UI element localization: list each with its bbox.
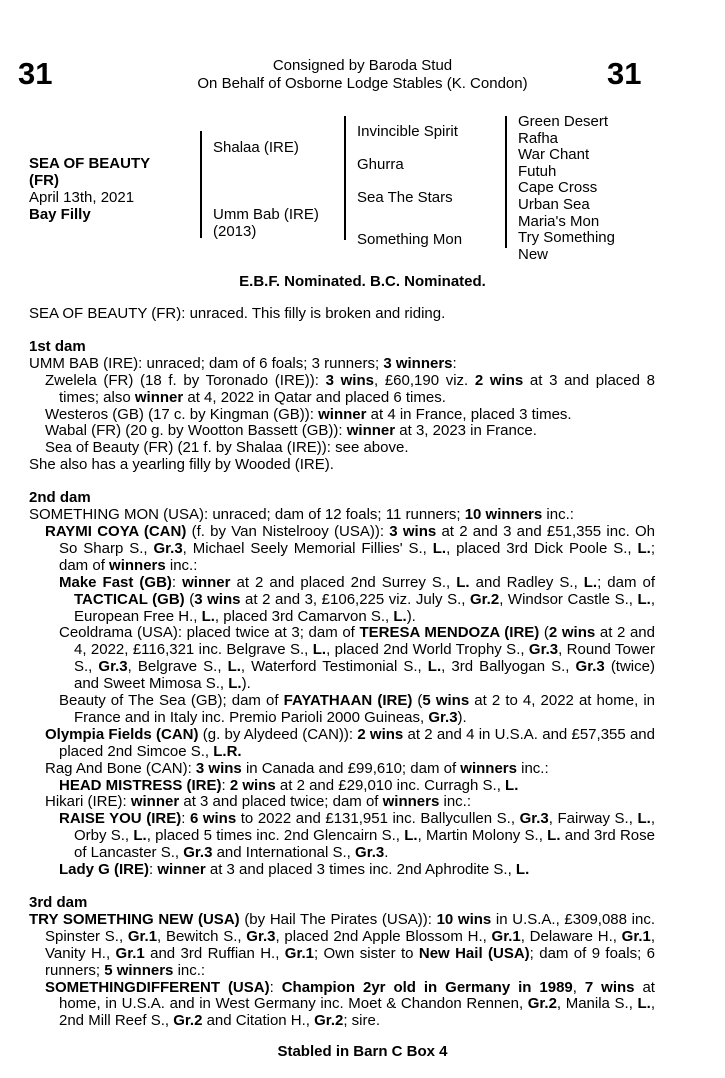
- pedigree-gen3-item: Try Something: [518, 229, 615, 247]
- produce-entry: HEAD MISTRESS (IRE): 2 wins at 2 and £29,010 inc. Curragh S., L.: [59, 776, 519, 794]
- pedigree-gen3-item: Urban Sea: [518, 195, 590, 213]
- pedigree-dam-name: Umm Bab (IRE): [213, 206, 319, 223]
- pedigree-gen3-item: Green Desert: [518, 113, 609, 130]
- dam-paragraph: SOMETHING MON (USA): unraced; dam of 12 foals; 11 runners; 10 winners inc.:: [29, 506, 574, 524]
- consignor-block: [140, 57, 585, 93]
- horse-name: SEA OF BEAUTY: [29, 155, 151, 172]
- pedigree-gen3-item: Futuh: [518, 162, 557, 180]
- horse-country: (FR): [29, 172, 59, 189]
- pedigree-sire-sire: Invincible Spirit: [357, 123, 458, 140]
- pedigree-bracket-1: [200, 131, 202, 238]
- produce-entry: Rag And Bone (CAN): 3 wins in Canada and £99,610; dam of winners inc.:: [45, 759, 549, 777]
- produce-entry: RAISE YOU (IRE): 6 wins to 2022 and £131,951 inc. Ballycullen S., Gr.3, Fairway S., L., Orby S., L., placed 5 times inc. 2nd Glencairn S., L., Martin Molony S., L. and 3rd Rose of Lancaster S., Gr.3 and International S., Gr.3.: [59, 810, 655, 862]
- pedigree-gen3: [518, 114, 615, 263]
- pedigree-bracket-3: [505, 116, 507, 248]
- pedigree-sire-dam: Ghurra: [357, 156, 404, 173]
- intro-text: SEA OF BEAUTY (FR): unraced. This filly is broken and riding.: [29, 305, 446, 322]
- dam-paragraph: UMM BAB (IRE): unraced; dam of 6 foals; 3 runners; 3 winners:: [29, 354, 457, 372]
- footer-stabling: Stabled in Barn C Box 4: [277, 1043, 448, 1060]
- produce-entry: Wabal (FR) (20 g. by Wootton Bassett (GB)): winner at 3, 2023 in France.: [45, 422, 537, 440]
- horse-foaled: April 13th, 2021: [29, 189, 135, 206]
- produce-entry: Westeros (GB) (17 c. by Kingman (GB)): winner at 4 in France, placed 3 times.: [45, 405, 572, 423]
- produce-entry: Olympia Fields (CAN) (g. by Alydeed (CAN)): 2 wins at 2 and 4 in U.S.A. and £57,355 and placed 2nd Simcoe S., L.R.: [45, 725, 655, 760]
- produce-entry: Zwelela (FR) (18 f. by Toronado (IRE)): 3 wins, £60,190 viz. 2 wins at 3 and placed 8 times; also winner at 4, 2022 in Qatar and placed 6 times.: [45, 371, 655, 406]
- pedigree-dam-year: (2013): [213, 223, 257, 240]
- produce-entry: Sea of Beauty (FR) (21 f. by Shalaa (IRE)): see above.: [45, 439, 409, 457]
- nominations: E.B.F. Nominated. B.C. Nominated.: [239, 273, 486, 290]
- pedigree-gen3-item: Cape Cross: [518, 179, 598, 197]
- produce-entry: Beauty of The Sea (GB); dam of FAYATHAAN (IRE) (5 wins at 2 to 4, 2022 at home, in France and in Italy inc. Premio Parioli 2000 Guineas, Gr.3).: [59, 692, 656, 726]
- pedigree-gen3-item: Maria's Mon: [518, 212, 600, 230]
- produce-entry: SOMETHINGDIFFERENT (USA): Champion 2yr old in Germany in 1989, 7 wins at home, in U.S.A. and in West Germany inc. Moet & Chandon Rennen, Gr.2, Manila S., L., 2nd Mill Reef S., Gr.2 and Citation H., Gr.2; sire.: [45, 978, 655, 1030]
- produce-entry: Hikari (IRE): winner at 3 and placed twice; dam of winners inc.:: [45, 793, 472, 811]
- pedigree-dam-sire: Sea The Stars: [357, 189, 453, 206]
- consignor-line-2: On Behalf of Osborne Lodge Stables (K. Condon): [197, 75, 528, 92]
- lot-number-left: 31: [18, 56, 53, 91]
- produce-entry: RAYMI COYA (CAN) (f. by Van Nistelrooy (USA)): 3 wins at 2 and 3 and £51,355 inc. Oh So Sharp S., Gr.3, Michael Seely Memorial Fillies' S., L., placed 3rd Dick Poole S., L.; dam of winners inc.:: [45, 522, 655, 574]
- pedigree-gen3-item: Rafha: [518, 129, 559, 147]
- produce-entry: Ceoldrama (USA): placed twice at 3; dam of TERESA MENDOZA (IRE) (2 wins at 2 and 4, 2022, £116,321 inc. Belgrave S., L., placed 2nd World Trophy S., Gr.3, Round Tower S., Gr.3, Belgrave S., L., Waterford Testimonial S., L., 3rd Ballyogan S., Gr.3 (twice) and Sweet Mimosa S., L.).: [59, 624, 656, 693]
- horse-info: [29, 155, 150, 223]
- pedigree-bracket-2: [344, 116, 346, 240]
- catalogue-body: [29, 306, 655, 1030]
- section-heading-2nd-dam: 2nd dam: [29, 489, 91, 507]
- lot-number-right: 31: [607, 56, 642, 91]
- produce-note: She also has a yearling filly by Wooded (IRE).: [29, 456, 334, 474]
- consignor-line-1: Consigned by Baroda Stud: [272, 57, 453, 74]
- pedigree-dam: [213, 206, 319, 240]
- pedigree-gen3-item: War Chant: [518, 146, 590, 164]
- produce-entry: Lady G (IRE): winner at 3 and placed 3 times inc. 2nd Aphrodite S., L.: [59, 861, 530, 879]
- dam-paragraph: TRY SOMETHING NEW (USA) (by Hail The Pirates (USA)): 10 wins in U.S.A., £309,088 inc. Spinster S., Gr.1, Bewitch S., Gr.3, placed 2nd Apple Blossom H., Gr.1, Delaware H., Gr.1, Vanity H., Gr.1 and 3rd Ruffian H., Gr.1; Own sister to New Hail (USA); dam of 9 foals; 6 runners; 5 winners inc.:: [29, 910, 656, 979]
- pedigree-dam-dam: Something Mon: [357, 231, 463, 248]
- produce-entry: Make Fast (GB): winner at 2 and placed 2nd Surrey S., L. and Radley S., L.; dam of TACTICAL (GB) (3 wins at 2 and 3, £106,225 viz. July S., Gr.2, Windsor Castle S., L., European Free H., L., placed 3rd Camarvon S., L.).: [59, 573, 656, 625]
- section-heading-3rd-dam: 3rd dam: [29, 894, 88, 911]
- pedigree-sire: Shalaa (IRE): [213, 139, 299, 156]
- section-heading-1st-dam: 1st dam: [29, 337, 86, 355]
- pedigree-gen3-item: New: [518, 245, 549, 263]
- horse-description: Bay Filly: [29, 206, 91, 223]
